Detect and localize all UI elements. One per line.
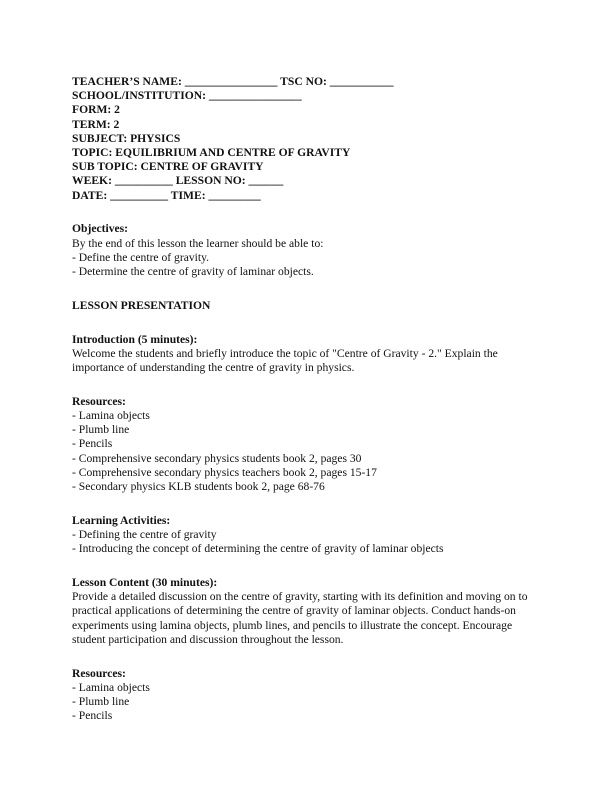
content-text: Provide a detailed discussion on the centre of gravity, starting with its definition and moving on to practical applications of determining the centre of gravity of laminar objects. Conduct hands-on experiments using lamina objects, plumb lines, and pencils to illustrate the concept. Encourage student participation and discussion throughout the lesson.: [72, 590, 528, 646]
introduction-section: [72, 333, 542, 376]
topic-line: TOPIC: EQUILIBRIUM AND CENTRE OF GRAVITY: [72, 146, 351, 160]
list-item: - Determine the centre of gravity of laminar objects.: [72, 265, 314, 279]
list-item: - Define the centre of gravity.: [72, 250, 210, 264]
list-item: - Secondary physics KLB students book 2, page 68-76: [72, 480, 325, 494]
resources-section: [72, 395, 542, 494]
teacher-name-line: TEACHER’S NAME: ________________ TSC NO: ___________: [72, 75, 394, 88]
learning-activities-section: [72, 514, 542, 557]
form-line: FORM: 2: [72, 103, 120, 117]
introduction-heading: Introduction (5 minutes):: [72, 332, 198, 346]
resources-heading: Resources:: [72, 394, 126, 408]
lesson-content-section: [72, 576, 542, 647]
objectives-heading: Objectives:: [72, 222, 129, 236]
list-item: - Lamina objects: [72, 409, 150, 423]
week-line: WEEK: __________ LESSON NO: ______: [72, 174, 284, 188]
content-heading: Lesson Content (30 minutes):: [72, 576, 218, 590]
objectives-section: [72, 222, 542, 279]
list-item: - Lamina objects: [72, 680, 150, 694]
resources-heading: Resources:: [72, 666, 126, 680]
list-item: - Introducing the concept of determining the centre of gravity of laminar objects: [72, 542, 444, 556]
resources-section-2: [72, 667, 542, 724]
school-line: SCHOOL/INSTITUTION: ________________: [72, 89, 302, 103]
list-item: - Plumb line: [72, 423, 130, 437]
list-item: - Defining the centre of gravity: [72, 528, 217, 542]
term-line: TERM: 2: [72, 117, 120, 131]
subtopic-line: SUB TOPIC: CENTRE OF GRAVITY: [72, 160, 264, 174]
presentation-heading: LESSON PRESENTATION: [72, 298, 211, 312]
activities-heading: Learning Activities:: [72, 513, 171, 527]
list-item: - Comprehensive secondary physics teachers book 2, pages 15-17: [72, 465, 377, 479]
list-item: - Pencils: [72, 709, 113, 723]
list-item: - Pencils: [72, 437, 113, 451]
objectives-intro: By the end of this lesson the learner should be able to:: [72, 236, 324, 250]
date-line: DATE: __________ TIME: _________: [72, 188, 261, 202]
document-page: [72, 75, 542, 723]
list-item: - Plumb line: [72, 695, 130, 709]
header-block: [72, 75, 542, 203]
list-item: - Comprehensive secondary physics students book 2, pages 30: [72, 451, 362, 465]
introduction-text: Welcome the students and briefly introduce the topic of "Centre of Gravity - 2." Explain the importance of understanding the centre of gravity in physics.: [72, 346, 498, 375]
subject-line: SUBJECT: PHYSICS: [72, 131, 181, 145]
